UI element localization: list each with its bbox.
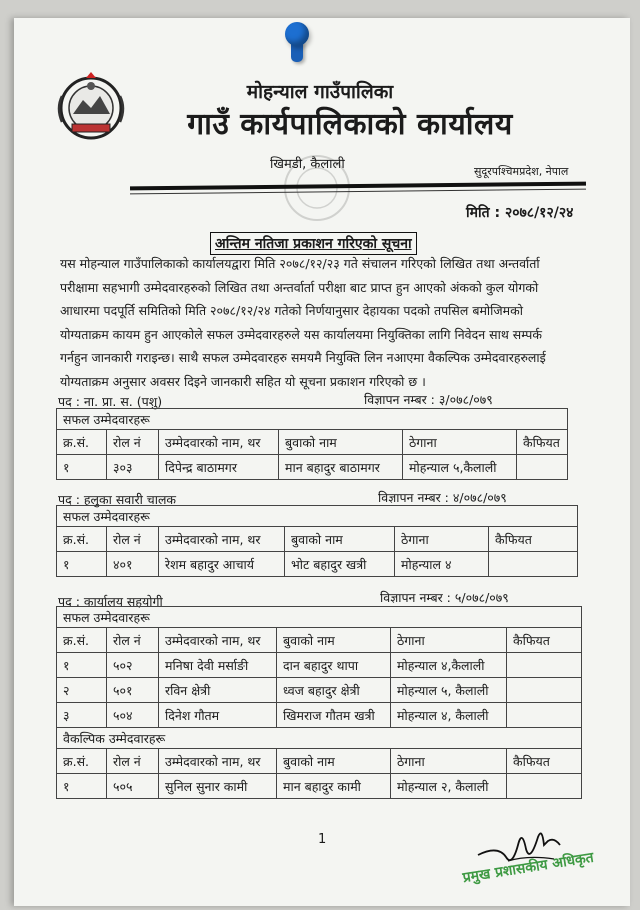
section-header: सफल उम्मेदवारहरू — [57, 506, 578, 527]
table-row: १ ५०२ मनिषा देवी मर्साङी दान बहादुर थापा मोहन्याल ४,कैलाली — [57, 653, 582, 678]
notice-line: परीक्षामा सहभागी उम्मेदवारहरुको लिखित तथा अन्तर्वार्ता परीक्षा बाट प्राप्त हुन आएको अंकको कुल योगको — [60, 279, 539, 295]
page-number: 1 — [318, 832, 327, 847]
results-table — [56, 606, 582, 799]
results-table — [56, 408, 568, 480]
notice-line: यस मोहन्याल गाउँपालिकाको कार्यालयद्वारा मिति २०७८/१२/२३ गते संचालन गरिएको लिखित तथा अन्तर्वार्ता — [60, 256, 540, 271]
advertisement-number: विज्ञापन नम्बर : ३/०७८/०७९ — [364, 392, 493, 407]
office-name: गाउँ कार्यपालिकाको कार्यालय — [187, 107, 513, 142]
table-row: १ ५०५ सुनिल सुनार कामी मान बहादुर कामी मोहन्याल २, कैलाली — [57, 774, 582, 799]
municipality-name: मोहन्याल गाउँपालिका — [246, 81, 394, 103]
notice-line: गर्नहुन जानकारी गराइन्छ। साथै सफल उम्मेदवारहरु समयमै नियुक्ति लिन नआएमा वैकल्पिक उम्मेदवारहरुलाई — [60, 350, 546, 365]
notice-line: आधारमा पदपूर्ति समितिको मिति २०७८/१२/२४ गतेको निर्णयानुसार देहायका पदको तपसिल बमोजिमको — [60, 303, 523, 318]
office-address: खिमडी, कैलाली — [270, 157, 345, 172]
notice-body — [60, 252, 600, 393]
notice-date: मिति : २०७८/१२/२४ — [466, 205, 574, 221]
table-header-row: क्र.सं. रोल नं उम्मेदवारको नाम, थर बुवाको नाम ठेगाना कैफियत — [57, 749, 582, 774]
table-header-row: क्र.सं. रोल नं उम्मेदवारको नाम, थर बुवाको नाम ठेगाना कैफियत — [57, 628, 582, 653]
table-row: १ ३०३ दिपेन्द्र बाठामगर मान बहादुर बाठामगर मोहन्याल ५,कैलाली — [57, 455, 568, 480]
table-row: १ ४०१ रेशम बहादुर आचार्य भोट बहादुर खत्री मोहन्याल ४ — [57, 552, 578, 577]
results-table — [56, 505, 578, 577]
section-header: सफल उम्मेदवारहरू — [57, 607, 582, 628]
notice-title: अन्तिम नतिजा प्रकाशन गरिएको सूचना — [210, 232, 417, 255]
section-header: सफल उम्मेदवारहरू — [57, 409, 568, 430]
advertisement-number: विज्ञापन नम्बर : ४/०७८/०७९ — [378, 490, 507, 505]
officer-stamp: प्रमुख प्रशासकीय अधिकृत — [461, 849, 595, 887]
post-title: पद : कार्यालय सहयोगी — [58, 594, 163, 609]
table-header-row: क्र.सं. रोल नं उम्मेदवारको नाम, थर बुवाको नाम ठेगाना कैफियत — [57, 430, 568, 455]
table-header-row: क्र.सं. रोल नं उम्मेदवारको नाम, थर बुवाको नाम ठेगाना कैफियत — [57, 527, 578, 552]
section-header: वैकल्पिक उम्मेदवारहरू — [57, 728, 582, 749]
notice-line: योग्यताक्रम कायम हुन आएकोले सफल उम्मेदवारहरुले यस कार्यालयमा नियुक्तिका लागि निवेदन साथ सम्पर्क — [60, 326, 542, 342]
post-title: पद : ना. प्रा. स. (पशु) — [58, 394, 163, 409]
advertisement-number: विज्ञापन नम्बर : ५/०७८/०७९ — [380, 590, 509, 605]
table-row: २ ५०१ रविन क्षेत्री ध्वज बहादुर क्षेत्री मोहन्याल ५, कैलाली — [57, 678, 582, 703]
notice-line: योग्यताक्रम अनुसार अवसर दिइने जानकारी सहित यो सूचना प्रकाशन गरिएको छ । — [60, 373, 426, 389]
post-title: पद : हलुका सवारी चालक — [58, 492, 177, 507]
table-row: ३ ५०४ दिनेश गौतम खिमराज गौतम खत्री मोहन्याल ४, कैलाली — [57, 703, 582, 728]
province-name: सुदूरपश्चिमप्रदेश, नेपाल — [474, 165, 569, 178]
pushpin-head — [285, 22, 309, 46]
